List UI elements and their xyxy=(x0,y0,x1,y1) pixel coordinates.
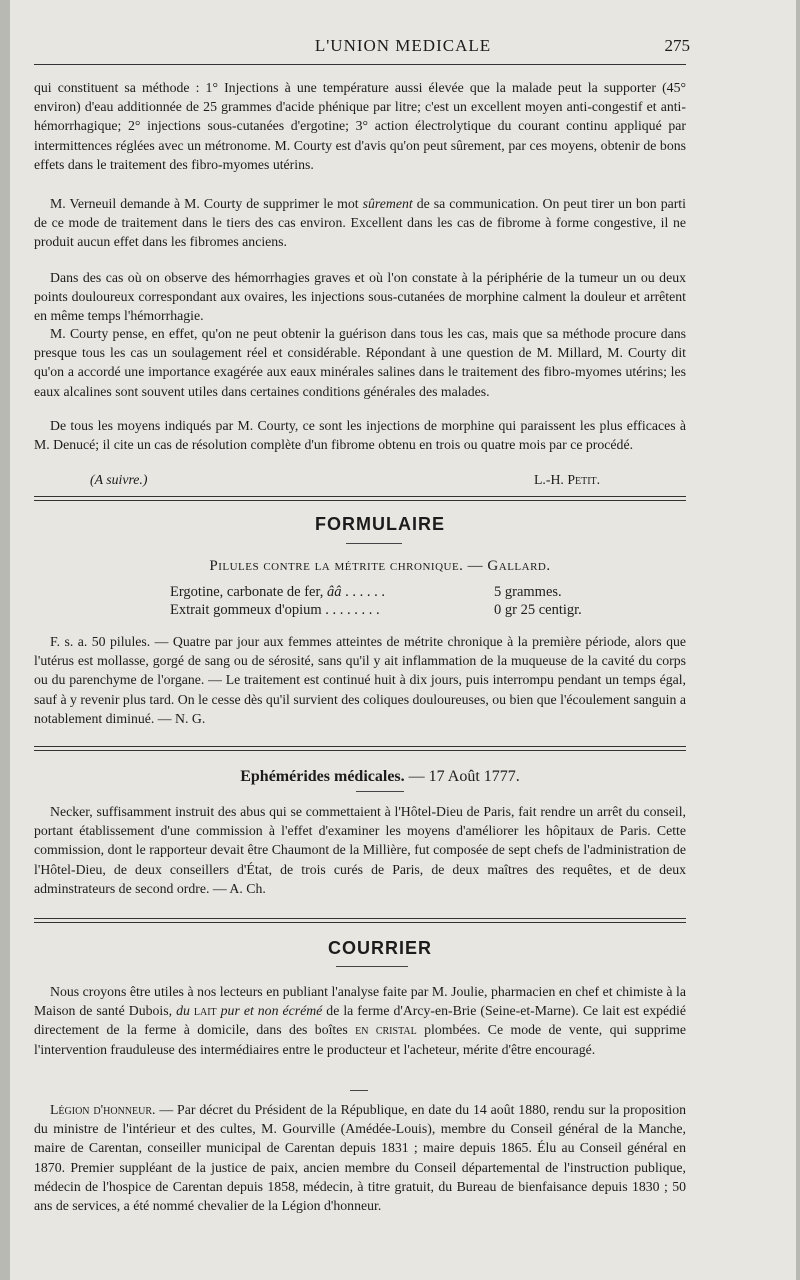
formulaire-body-text: F. s. a. 50 pilules. — Quatre par jour aux femmes atteintes de métrite chronique à la première période, alors que l'utérus est mollasse, gorgé de sang ou de sérosité, sans qu'il y ait inflammation de la muqueuse de la cavité du corps ou du parenchyme de l'organe. — Le traitement est continué huit à dix jours, puis interrompu pendant un temps égal, sauf à y revenir plus tard. On le cesse dès qu'il survient des coliques douloureuses, ou bien que l'écoulement sanguin a notablement diminué. — N. G. xyxy=(34,634,686,726)
intro-paragraph-2 xyxy=(34,194,686,252)
short-dash xyxy=(350,1090,368,1091)
recipe-item-2-dots: . . . . . . . . xyxy=(325,602,380,618)
courrier-p1-b: de la ferme d'Arcy-en-Brie (Seine-et-Marne). Ce lait est expédié directement de la ferme à domicile, dans des boîtes xyxy=(34,1003,687,1038)
p2-text-b: de sa communication. On peut tirer un bon parti de ce mode de traitement dans le tiers des cas environ. Excellent dans les cas de fibrome à forme congestive, il ne produit aucun effet dans les fibromes anciens. xyxy=(34,196,686,250)
p4-text: M. Courty pense, en effet, qu'on ne peut obtenir la guérison dans tous les cas, mais que sa méthode procure dans presque tous les cas un soulagement réel et considérable. Répondant à une question de M. Millard, M. Courty dit qu'on a accordé une importance exagérée aux eaux minérales salines dans le traitement des fibro-myomes utérins; les eaux alcalines sont souvent utiles dans certaines conditions générales des malades. xyxy=(34,326,686,399)
p2-text-a: M. Verneuil demande à M. Courty de supprimer le mot xyxy=(50,196,363,211)
intro-paragraph-5 xyxy=(34,416,686,454)
courrier-paragraph-2 xyxy=(34,1100,686,1215)
title-dash-3 xyxy=(336,966,408,967)
title-dash-2 xyxy=(356,791,404,792)
journal-title: L'UNION MEDICALE xyxy=(314,36,492,55)
courrier-p1-sc1: lait xyxy=(189,1003,221,1019)
ephemerides-body-text: Necker, suffisamment instruit des abus qui se commettaient à l'Hôtel-Dieu de Paris, fait rendre un arrêt du conseil, portant établissement d'une commission à l'effet d'examiner les moyens d'améliorer les hôpitaux de Paris. Cette commission, dont le rapporteur devait être Chaumont de la Millière, fut composée de sept chefs de l'administration de l'Hôtel-Dieu, de deux conseillers d'État, de trois curés de Paris, de deux maîtres des requêtes, et de deux adminstrateurs de second ordre. — A. Ch. xyxy=(34,804,686,896)
page xyxy=(10,0,796,1280)
section-divider-3 xyxy=(34,918,686,923)
courrier-title: COURRIER xyxy=(327,938,432,958)
courrier-p1-c: plombées. Ce mode de vente, qui supprime l'intervention frauduleuse des intermédiaires entre le producteur et l'acheteur, mérite d'être encouragé. xyxy=(34,1022,686,1057)
to-follow-note: (A suivre.) xyxy=(90,472,148,487)
courrier-paragraph-1 xyxy=(34,982,686,1059)
p3-text: Dans des cas où on observe des hémorrhagies graves et où l'on constate à la périphérie de la tumeur un ou deux points douloureux correspondant aux ovaires, les injections sous-cutanées de morphine calment la douleur et arrêtent en même temps l'hémorrhagie. xyxy=(34,270,686,324)
recipe-item-1-name: Ergotine, carbonate de fer, xyxy=(170,584,327,600)
courrier-p1-sc2: en cristal xyxy=(355,1022,417,1038)
courrier-p1-em2: pur et non écrémé xyxy=(220,1003,323,1019)
courrier-p2-text: — Par décret du Président de la République, en date du 14 août 1880, rendu sur la proposition du ministre de l'intérieur et des cultes, M. Gourville (Amédée-Louis), membre du Conseil général de la Manche, maire de Carentan, conseiller municipal de Carentan depuis 1831 ; maire depuis 1865. Élu au Conseil général en 1870. Premier suppléant de la justice de paix, ancien membre du Conseil départemental de l'instruction publique, médecin de l'hospice de Carentan depuis 1858, médecin, à titre gratuit, du Bureau de bienfaisance depuis 1830 ; 50 ans de services, a été nommé chevalier de la Légion d'honneur. xyxy=(34,1102,686,1214)
recipe-qty-2: 0 gr 25 centigr. xyxy=(494,602,582,618)
recipe-qty-1: 5 grammes. xyxy=(494,584,562,600)
recipe-item-2-name: Extrait gommeux d'opium xyxy=(170,602,322,618)
header-rule xyxy=(34,64,686,65)
courrier-p1-a: Nous croyons être utiles à nos lecteurs en publiant l'analyse faite par M. Joulie, pharmacien en chef et chimiste à la Maison de santé Dubois, xyxy=(34,984,686,1019)
formulaire-body xyxy=(34,632,686,728)
author-signature: L.-H. Petit. xyxy=(534,472,601,487)
section-divider-2 xyxy=(34,746,686,751)
ephemerides-heading xyxy=(10,768,750,786)
p2-emphasis: sûrement xyxy=(362,196,413,211)
page-number: 275 xyxy=(664,36,690,55)
section-divider-1 xyxy=(34,496,686,501)
recipe-item-1 xyxy=(170,584,385,601)
courrier-p1-em1: du xyxy=(176,1003,190,1019)
title-dash-1 xyxy=(346,543,402,544)
recipe-item-1-dots: . . . . . . xyxy=(345,584,385,600)
running-header xyxy=(10,32,796,58)
p5-text: De tous les moyens indiqués par M. Courty, ce sont les injections de morphine qui paraissent les plus efficaces à M. Denucé; il cite un cas de résolution complète d'un fibrome obtenu en trois ou quatre mois par ce procédé. xyxy=(34,418,686,453)
intro-paragraph-4 xyxy=(34,324,686,401)
intro-paragraph-3 xyxy=(34,268,686,326)
formulaire-subtitle: Pilules contre la métrite chronique. — Gallard. xyxy=(209,558,551,574)
ephemerides-date: — 17 Août 1777. xyxy=(404,768,520,785)
recipe-item-2 xyxy=(170,602,380,619)
ephemerides-body xyxy=(34,802,686,898)
intro-paragraph-1: qui constituent sa méthode : 1° Injections à une température aussi élevée que la malade peut la supporter (45° environ) d'eau additionnée de 25 grammes d'acide phénique par litre; c'est un excellent moyen anti-congestif et anti-hémorrhagique; 2° injections sous-cutanées d'ergotine; 3° action électrolytique du courant continu appliqué par intermittences réglées avec un métronome. M. Courty est d'avis qu'on peut sûrement, par ces moyens, obtenir de bons effets dans le traitement des fibro-myomes utérins. xyxy=(34,80,686,172)
ephemerides-title: Ephémérides médicales. xyxy=(240,768,405,785)
legion-honneur-label: Légion d'honneur. xyxy=(50,1102,156,1117)
recipe-item-1-abbr: ââ xyxy=(326,584,342,600)
formulaire-title: FORMULAIRE xyxy=(315,514,445,534)
